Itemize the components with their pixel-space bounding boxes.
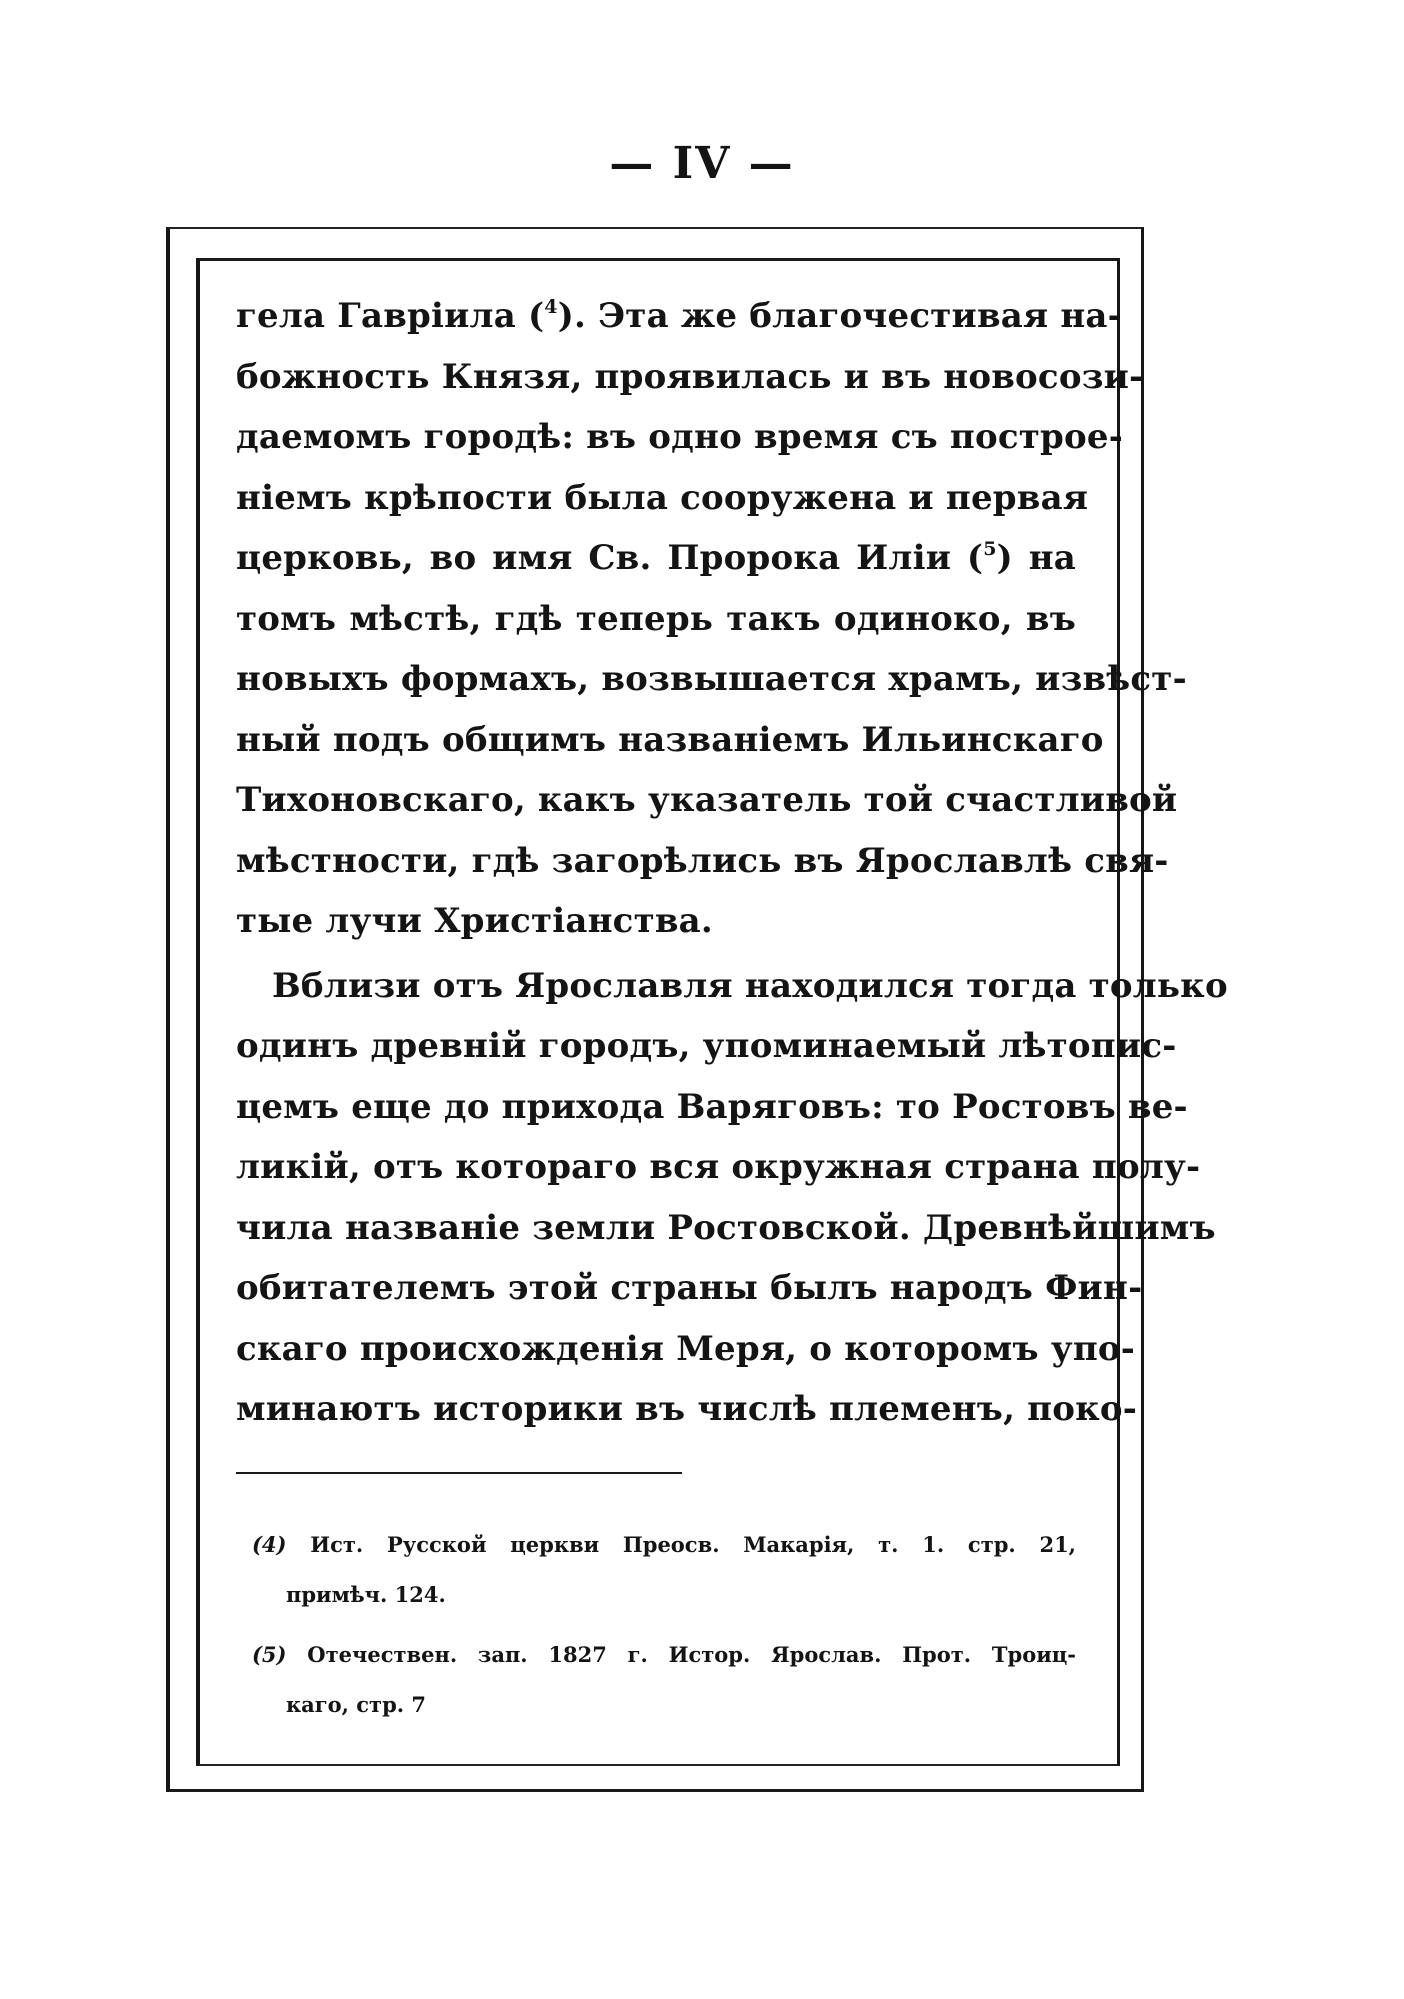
footnote-separator — [236, 1472, 682, 1474]
footnote-mark: (4) — [252, 1532, 287, 1557]
text-line: одинъ древній городъ, упоминаемый лѣтопис- — [236, 1026, 1177, 1066]
footnotes — [252, 1520, 1076, 1730]
text-line: томъ мѣстѣ, гдѣ теперь такъ одиноко, въ — [236, 598, 1076, 639]
text-line: ный подъ общимъ названіемъ Ильинскаго — [236, 719, 1104, 760]
footnote-5 — [252, 1630, 1076, 1680]
body-text — [236, 286, 1228, 1440]
text-line: Вблизи отъ Ярославля находился тогда только — [272, 965, 1228, 1006]
text-line: даемомъ городѣ: въ одно время съ построе- — [236, 417, 1124, 457]
text-line: минаютъ историки въ числѣ племенъ, поко- — [236, 1389, 1138, 1429]
footnote-ref-4: 4 — [544, 295, 558, 318]
text-line: обитателемъ этой страны былъ народъ Фин- — [236, 1268, 1143, 1308]
page-number: — IV — — [609, 138, 795, 189]
text-line: церковь, во имя Св. Пророка Иліи ($^5$) на — [236, 537, 1077, 578]
text-line: тые лучи Христіанства. — [236, 901, 713, 941]
text-line: мѣстности, гдѣ загорѣлись въ Ярославлѣ свя- — [236, 840, 1169, 881]
footnote-4-continuation: примѣч. 124. — [286, 1582, 446, 1607]
text-line: ликій, отъ котораго вся окружная страна полу- — [236, 1147, 1201, 1187]
text-line: божность Князя, проявилась и въ новосози- — [236, 356, 1144, 397]
text-line: скаго происхожденія Меря, о которомъ упо- — [236, 1328, 1136, 1369]
text-line: чила названіе земли Ростовской. Древнѣйшимъ — [236, 1207, 1216, 1248]
text-line: цемъ еще до прихода Варяговъ: то Ростовъ ве- — [236, 1086, 1188, 1127]
footnote-mark: (5) — [252, 1642, 287, 1667]
footnote-5-continuation: каго, стр. 7 — [286, 1692, 426, 1717]
footnote-ref-5: 5 — [983, 537, 997, 560]
text-line: ніемъ крѣпости была сооружена и первая — [236, 477, 1089, 518]
footnote-text: Отечествен. зап. 1827 г. Истор. Ярослав. Прот. Троиц- — [307, 1642, 1077, 1667]
footnote-text: Ист. Русской церкви Преосв. Макарія, т. 1. стр. 21, — [310, 1532, 1076, 1557]
text-line: гела Гавріила ($^4$). Эта же благочестивая на- — [236, 295, 1122, 336]
text-line: Тихоновскаго, какъ указатель той счастливой — [236, 780, 1178, 820]
text-line: новыхъ формахъ, возвышается храмъ, извѣст- — [236, 659, 1187, 699]
footnote-4 — [252, 1520, 1076, 1570]
